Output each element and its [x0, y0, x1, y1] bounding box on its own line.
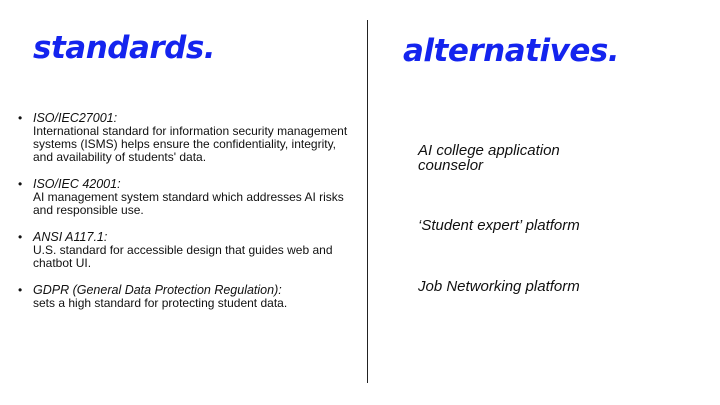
bullet-icon: •	[18, 230, 23, 244]
standard-label: ISO/IEC 42001:	[33, 177, 121, 191]
alternatives-title: alternatives.	[403, 33, 620, 69]
standard-description: sets a high standard for protecting student data.	[33, 296, 288, 310]
bullet-icon: •	[18, 283, 23, 297]
standard-description: U.S. standard for accessible design that guides web and chatbot UI.	[33, 243, 333, 270]
list-item	[18, 231, 353, 270]
column-divider	[367, 20, 368, 383]
list-item	[18, 112, 353, 164]
standard-label: ANSI A117.1:	[33, 230, 108, 244]
bullet-icon: •	[18, 111, 23, 125]
alternative-item: Job Networking platform	[418, 278, 580, 295]
standards-list	[18, 112, 353, 324]
list-item	[18, 178, 353, 217]
bullet-icon: •	[18, 177, 23, 191]
alternative-item: AI college application counselor	[418, 142, 560, 174]
standards-title: standards.	[33, 30, 216, 66]
list-item	[18, 284, 353, 310]
standard-label: ISO/IEC27001:	[33, 111, 118, 125]
standard-description: AI management system standard which addresses AI risks and responsible use.	[33, 190, 344, 217]
standard-description: International standard for information security management systems (ISMS) helps ensure the confidentiality, integrity, and availability of students' data.	[33, 124, 348, 164]
alternative-item: ‘Student expert’ platform	[418, 217, 580, 234]
standard-label: GDPR (General Data Protection Regulation):	[33, 283, 282, 297]
